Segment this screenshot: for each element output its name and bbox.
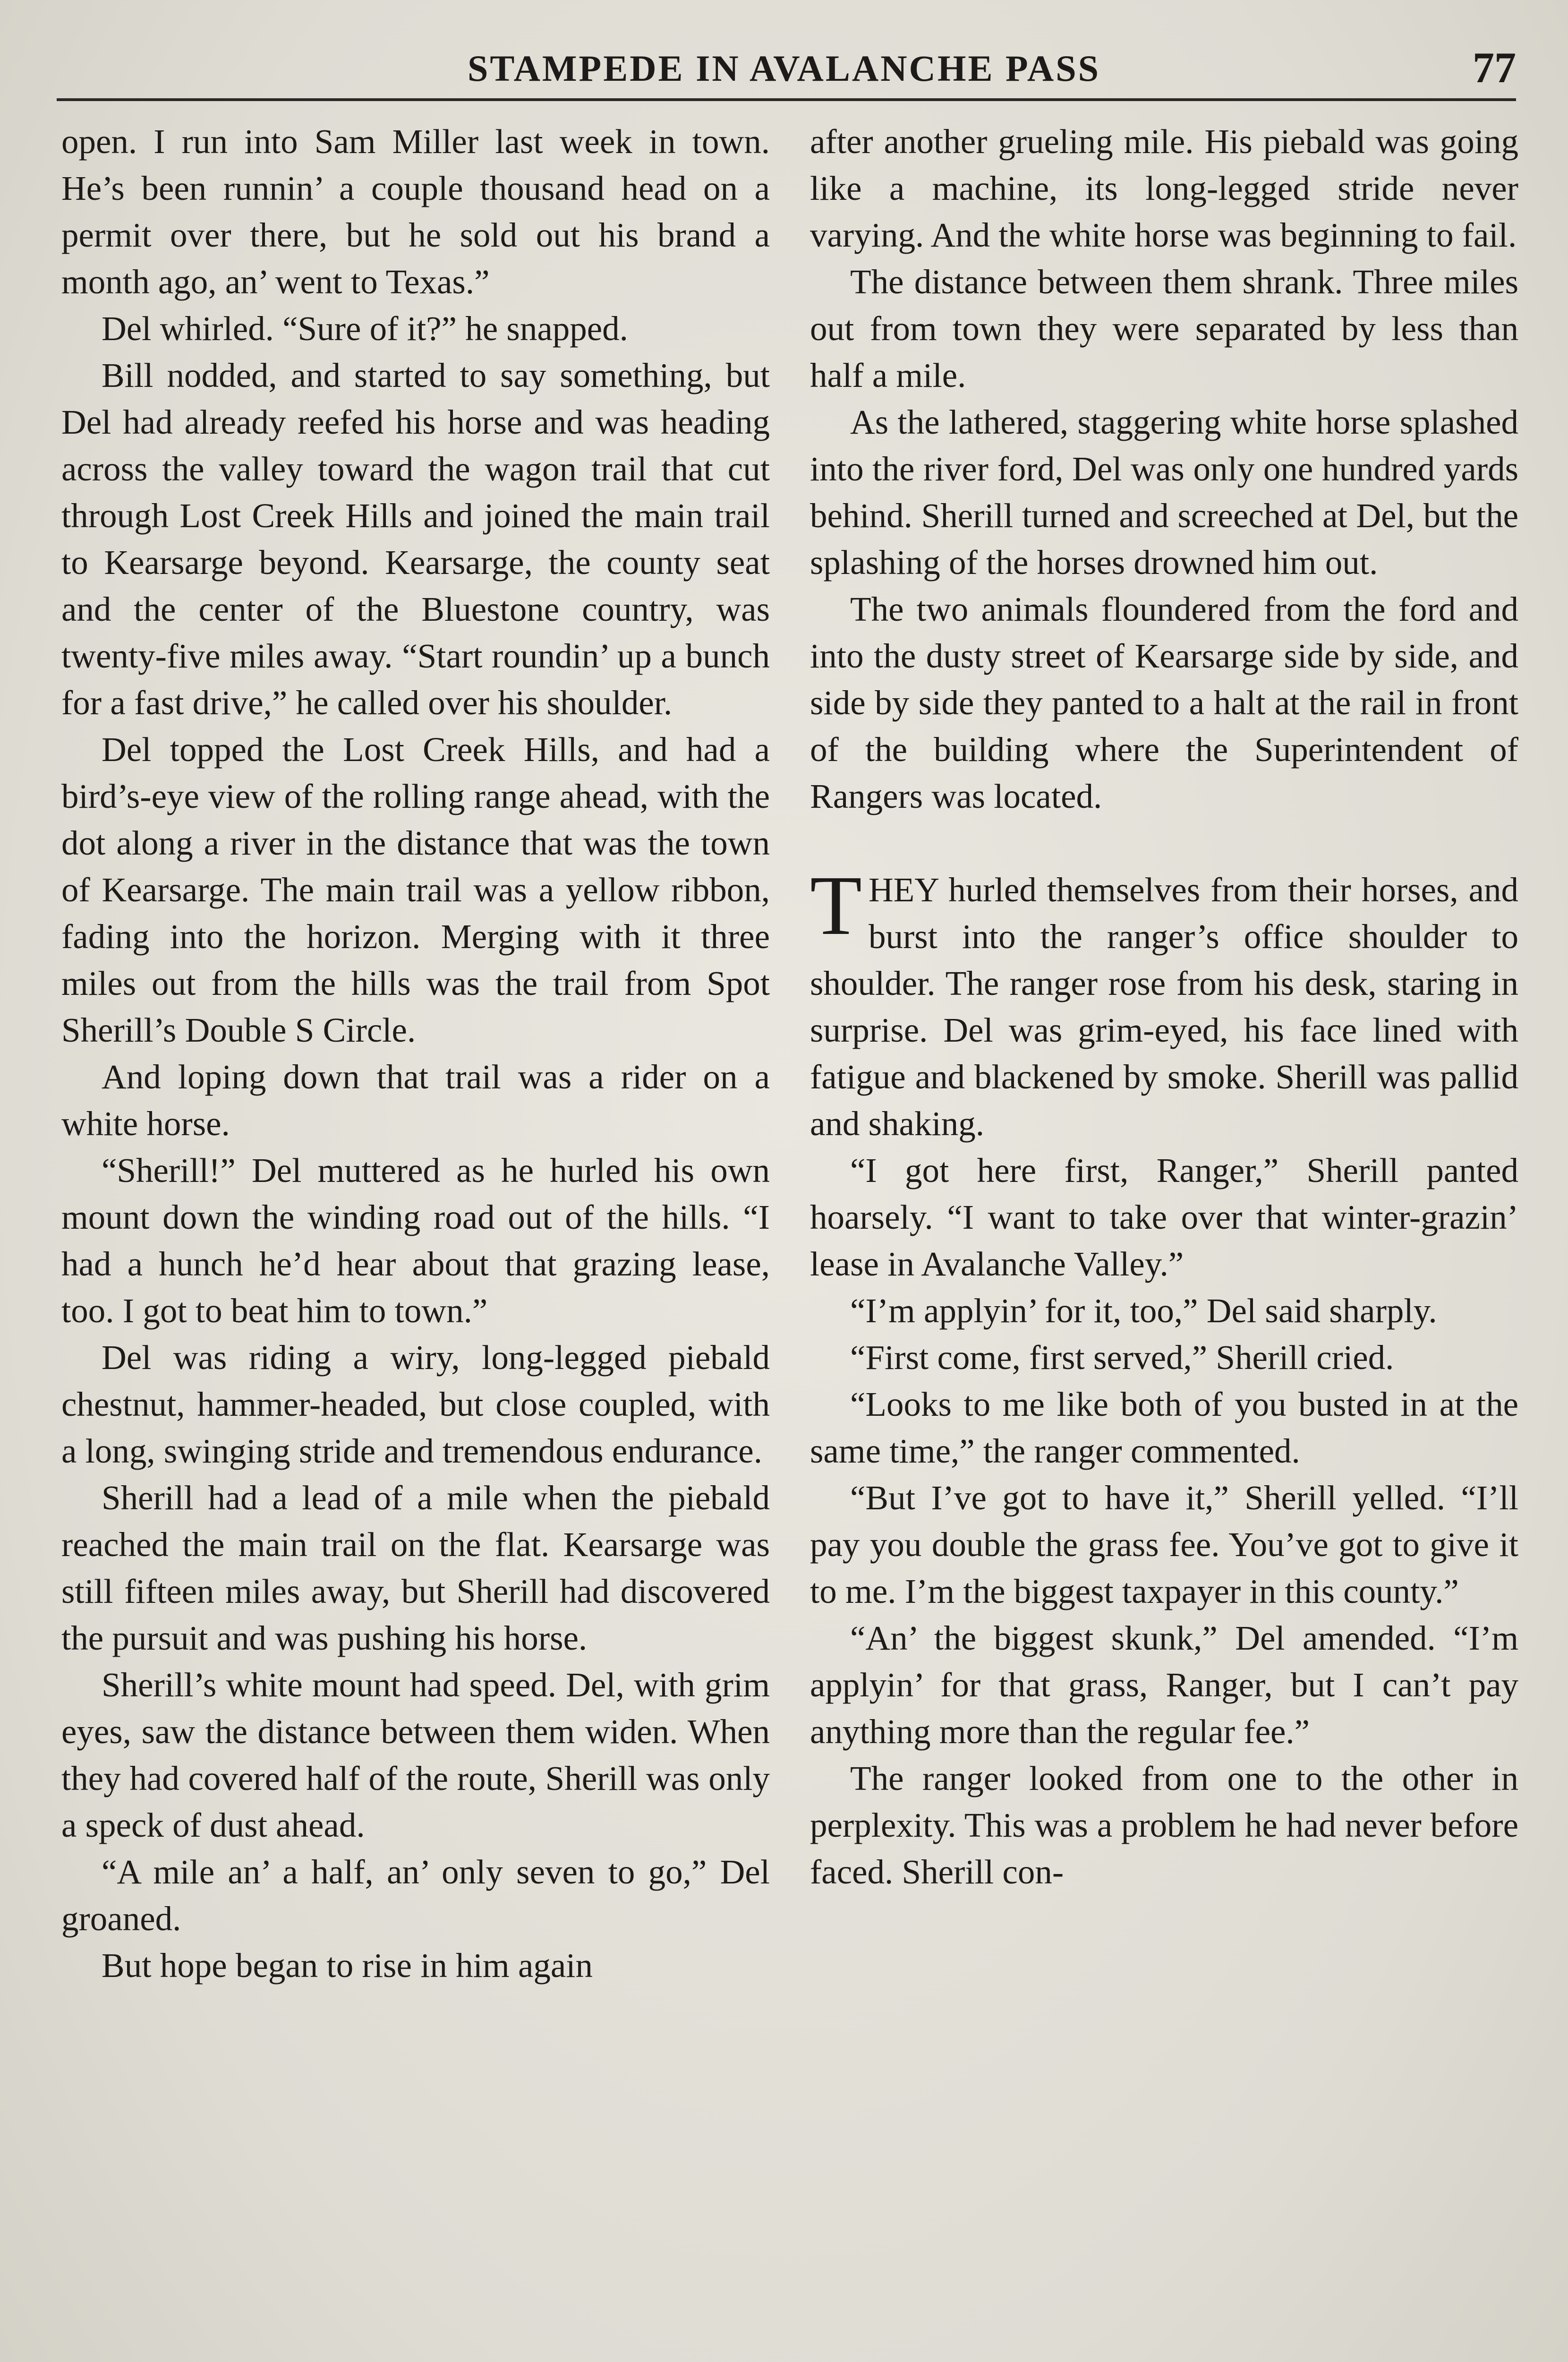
page-number: 77 xyxy=(1473,43,1516,92)
paragraph-text: HEY hurled themselves from their horses, and burst into the ranger’s office shoulder to shoulder. The ranger rose from his desk, staring in surprise. Del was grim-eyed, his face lined with fatigue and blackened by smoke. Sherill was pallid and shaking. xyxy=(810,871,1518,1143)
paragraph: Sherill had a lead of a mile when the piebald reached the main trail on the flat. Kearsarge was still fifteen miles away, but Sherill had discovered the pursuit and was pushing his horse. xyxy=(61,1479,770,1657)
right-column xyxy=(810,118,1518,1895)
paragraph: Bill nodded, and started to say something, but Del had already reefed his horse and was heading across the valley toward the wagon trail that cut through Lost Creek Hills and joined the main trail to Kearsarge beyond. Kearsarge, the county seat and the center of the Bluestone country, was twenty-five miles away. “Start roundin’ up a bunch for a fast drive,” he called over his shoulder. xyxy=(61,356,770,722)
paragraph: Del was riding a wiry, long-legged piebald chestnut, hammer-headed, but close coupled, with a long, swinging stride and tremendous endurance. xyxy=(61,1338,770,1470)
paragraph: As the lathered, staggering white horse splashed into the river ford, Del was only one hundred yards behind. Sherill turned and screeched at Del, but the splashing of the horses drowned him out. xyxy=(810,403,1518,582)
paragraph: “I’m applyin’ for it, too,” Del said sharply. xyxy=(850,1292,1437,1330)
paragraph: open. I run into Sam Miller last week in town. He’s been runnin’ a couple thousand head on a permit over there, but he sold out his brand a month ago, an’ went to Texas.” xyxy=(61,122,770,301)
paragraph: The ranger looked from one to the other in perplexity. This was a problem he had never before faced. Sherill con- xyxy=(810,1759,1518,1891)
paragraph: “First come, first served,” Sherill cried. xyxy=(850,1338,1394,1377)
paragraph: “An’ the biggest skunk,” Del amended. “I’m applyin’ for that grass, Ranger, but I can’t pay anything more than the regular fee.” xyxy=(810,1619,1518,1751)
header-rule xyxy=(57,98,1516,101)
paragraph: And loping down that trail was a rider on a white horse. xyxy=(61,1058,770,1143)
paragraph: The two animals floundered from the ford and into the dusty street of Kearsarge side by side, and side by side they panted to a halt at the rail in front of the building where the Superintendent of Rangers was located. xyxy=(810,590,1518,815)
paragraph: “Looks to me like both of you busted in at the same time,” the ranger commented. xyxy=(810,1385,1518,1470)
paragraph: But hope began to rise in him again xyxy=(102,1946,593,1985)
paragraph: after another grueling mile. His piebald was going like a machine, its long-legged stride never varying. And the white horse was beginning to fail. xyxy=(810,122,1518,254)
paragraph: Del topped the Lost Creek Hills, and had a bird’s-eye view of the rolling range ahead, with the dot along a river in the distance that was the town of Kearsarge. The main trail was a yellow ribbon, fading into the horizon. Merging with it three miles out from the hills was the trail from Spot Sherill’s Double S Circle. xyxy=(61,730,770,1049)
story-title: STAMPEDE IN AVALANCHE PASS xyxy=(467,48,1100,89)
paragraph: “But I’ve got to have it,” Sherill yelled. “I’ll pay you double the grass fee. You’ve got to give it to me. I’m the biggest taxpayer in this county.” xyxy=(810,1479,1518,1610)
left-column xyxy=(61,118,770,1989)
paragraph: “A mile an’ a half, an’ only seven to go,” Del groaned. xyxy=(61,1853,770,1938)
section-opening-paragraph xyxy=(810,858,1518,1147)
paragraph: The distance between them shrank. Three miles out from town they were separated by less than half a mile. xyxy=(810,263,1518,394)
drop-cap: T xyxy=(810,858,862,952)
paragraph: “Sherill!” Del muttered as he hurled his own mount down the winding road out of the hills. “I had a hunch he’d hear about that grazing lease, too. I got to beat him to town.” xyxy=(61,1151,770,1330)
running-head xyxy=(0,38,1568,99)
paragraph: “I got here first, Ranger,” Sherill panted hoarsely. “I want to take over that winter-grazin’ lease in Avalanche Valley.” xyxy=(810,1151,1518,1283)
paragraph: Sherill’s white mount had speed. Del, with grim eyes, saw the distance between them widen. When they had covered half of the route, Sherill was only a speck of dust ahead. xyxy=(61,1666,770,1844)
paragraph: Del whirled. “Sure of it?” he snapped. xyxy=(102,309,628,348)
